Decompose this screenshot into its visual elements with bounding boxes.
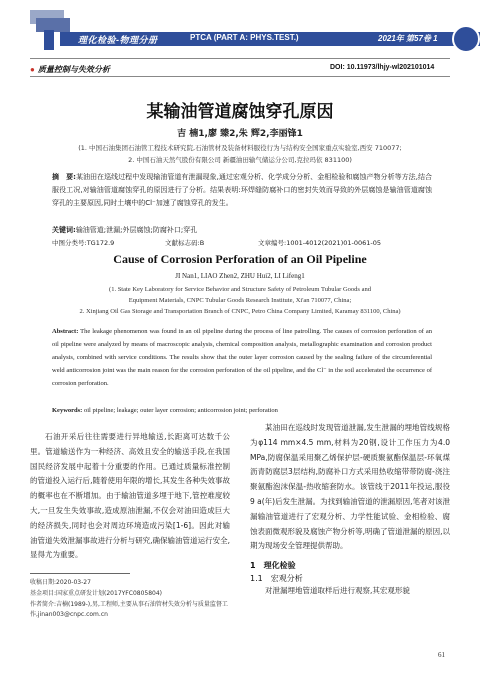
header-rule-2 xyxy=(30,76,450,77)
clc-number: 中图分类号:TG172.9 xyxy=(52,239,115,247)
abstract-text-en: The leakage phenomenon was found in an oil pipeline during the process of line patrolling. The causes of corrosion perforation of an oil pipeline were analyzed by means of macroscopic analysis, chemical composition analysis, metallographic examination and corrosion product analysis, combined with service conditions. The results show that the outer layer corrosion caused by the sealing failure of the circumferential weld anticorrosion joint was the main reason for the corrosion perforation of the oil pipeline, and the Cl⁻ in the soil accelerated the occurrence of corrosion perforation. xyxy=(52,328,432,387)
abstract-en xyxy=(52,325,432,390)
abstract-label-cn: 摘 要: xyxy=(52,173,76,181)
footnote-author: 作者简介:吉楠(1989-),男,工程师,主要从事石油管材失效分析与质量监督工作,jinan003@cnpc.com.cn xyxy=(30,601,228,618)
keywords-en xyxy=(52,404,432,417)
affiliation-en-1: (1. State Key Laboratory for Service Behavior and Structure Safety of Petroleum Tubular Goods and xyxy=(109,286,371,293)
column-label: ● 质量控制与失效分析 xyxy=(30,64,110,75)
keywords-text-en: oil pipeline; leakage; outer layer corrosion; anticorrosion joint; perforation xyxy=(83,407,278,414)
affiliation-en-3: 2. Xinjiang Oil Gas Storage and Transportation Branch of CNPC, Petro China Company Limited, Karamay 831100, China) xyxy=(79,308,401,315)
authors-en: JI Nan1, LIAO Zhen2, ZHU Hui2, LI Lifeng1 xyxy=(175,272,305,280)
footnote-rule xyxy=(30,573,130,574)
keywords-label-cn: 关键词: xyxy=(52,226,76,234)
body-right-column xyxy=(250,421,450,599)
journal-english-name: PTCA (PART A: PHYS.TEST.) xyxy=(190,33,299,42)
doi: DOI: 10.11973/lhjy-wl202101014 xyxy=(330,64,435,71)
abstract-cn xyxy=(52,171,432,210)
document-code: 文献标志码:B xyxy=(165,239,205,247)
section-heading-1: 1 理化检验 xyxy=(250,561,296,571)
abstract-label-en: Abstract: xyxy=(52,328,79,335)
authors-cn: 吉 楠1,廖 臻2,朱 辉2,李丽锋1 xyxy=(177,129,303,139)
issue-badge-circle xyxy=(452,25,480,53)
article-number: 文章编号:1001-4012(2021)01-0061-05 xyxy=(258,239,382,247)
header-rule xyxy=(30,58,450,59)
keywords-label-en: Keywords: xyxy=(52,407,83,414)
keywords-cn xyxy=(52,224,432,237)
body-left-paragraph: 石油开采后往往需要进行异地输送,长距离可达数千公里。管道输送作为一种经济、高效且安全的输送手段,在我国国民经济发展中起着十分重要的作用。已通过质量标准控制的管道投入运行后,随着使用年限的增长,其发生各种失效事故的概率也在不断增加。由于输油管道多埋于地下,管控难度较大,一旦发生失效事故,造成原油泄漏,不仅会对油田造成巨大的经济损失,同时也会对周边环境造成污染[1-6]。因此对输油管道失效泄漏事故进行分析与研究,确保输油管道运行安全,显得尤为重要。 xyxy=(30,432,230,560)
page-number: 61 xyxy=(438,651,445,659)
affiliation-cn-1: (1. 中国石油集团石油管工程技术研究院,石油管材及装备材料服役行为与结构安全国家重点实验室,西安 710077; xyxy=(78,144,402,152)
affiliation-cn-2: 2. 中国石油天然气股份有限公司 新疆油田输气储运分公司,克拉玛依 831100) xyxy=(128,156,352,164)
affiliation-en-2: Equipment Materials, CNPC Tubular Goods Research Institute, Xi'an 710077, China; xyxy=(128,297,352,304)
footnote-received: 收稿日期:2020-03-27 xyxy=(30,579,91,586)
abstract-text-cn: 某油田在巡线过程中发现输油管道有泄漏现象,通过宏观分析、化学成分分析、金相检验和腐蚀产物分析等方法,结合服役工况,对输油管道腐蚀穿孔的原因进行了分析。结果表明:环焊缝防腐补口的密封失效而导致的外层腐蚀是输油管道腐蚀穿孔的主要原因,同时土壤中的Cl⁻加速了腐蚀穿孔的发生。 xyxy=(52,173,432,207)
issue-info: 2021年 第57卷 1 xyxy=(378,34,438,43)
body-right-paragraph: 某油田在巡线时发现管道泄漏,发生泄漏的埋地管线规格为φ114 mm×4.5 mm,材料为20钢,设计工作压力为4.0 MPa,防腐保温采用聚乙烯保护层-硬质聚氨酯保温层-环氧煤沥青防腐层3层结构,防腐补口方式采用热收缩带带防腐-浇注聚氨酯泡沫保温-热收缩套防水。该管线于2011年投运,服役9 a(年)后发生泄漏。为找到输油管道的泄漏原因,笔者对该泄漏输油管道进行了宏观分析、力学性能试验、金相检验、腐蚀表面微观形貌及腐蚀产物分析等,明确了管道泄漏的原因,以期为现场安全管理提供帮助。 xyxy=(250,423,450,551)
journal-name: 理化检验-物理分册 xyxy=(78,35,158,45)
paper-title-cn: 某输油管道腐蚀穿孔原因 xyxy=(146,102,334,122)
section-1-1-text: 对泄漏埋地管道取样后进行观察,其宏观形貌 xyxy=(265,586,410,596)
section-heading-1-1: 1.1 宏观分析 xyxy=(250,574,303,584)
keywords-text-cn: 输油管道;泄漏;外层腐蚀;防腐补口;穿孔 xyxy=(75,226,198,234)
footnote-fund: 基金项目:国家重点研发计划(2017YFC0805804) xyxy=(30,590,163,597)
paper-title-en: Cause of Corrosion Perforation of an Oil Pipeline xyxy=(113,252,367,266)
